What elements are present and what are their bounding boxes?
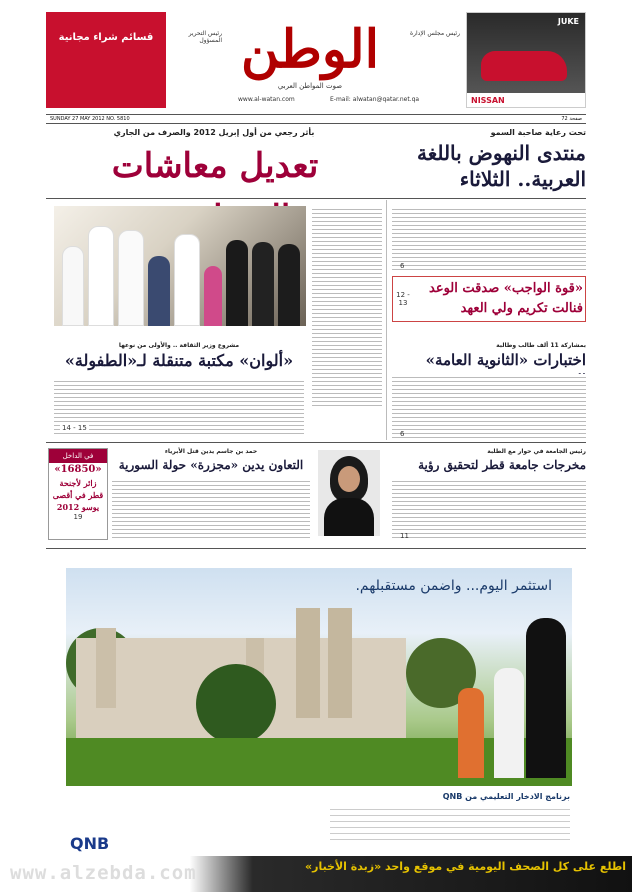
footer-site[interactable]: www.alzebda.com — [10, 862, 197, 884]
inside-box-line1: «16850» — [54, 464, 102, 475]
email-text[interactable]: E-mail: alwatan@qatar.net.qa — [330, 96, 420, 103]
lead-photo — [54, 206, 306, 326]
colors-pages: 14 - 15 — [62, 424, 87, 432]
exams-body-text — [392, 374, 586, 438]
promo-pages: 12 - 13 — [396, 291, 410, 307]
lead-body-text — [312, 206, 382, 406]
exams-page: 6 — [400, 430, 405, 438]
ad-right-brand: NISSAN — [471, 96, 505, 105]
syria-kicker: حمد بن جاسم يدين قتل الأبرياء — [164, 448, 258, 455]
newspaper-slogan: صوت المواطن العربي — [277, 82, 343, 90]
qnb-ad-text — [330, 804, 570, 844]
forum-headline[interactable]: منتدى النهوض باللغة العربية.. الثلاثاء — [416, 141, 586, 191]
footer-text: اطلع على كل الصحف اليومية في موقع واحد «زبدة الأخبار» — [305, 860, 626, 873]
portrait-photo — [318, 450, 380, 536]
top-right-ad[interactable] — [466, 12, 586, 108]
syria-body-text — [112, 478, 310, 540]
inside-box-page: 19 — [73, 513, 83, 521]
colors-kicker: مشروع وزير الثقافة .. والأولى من نوعها — [118, 342, 240, 349]
newspaper-logo: الوطن — [240, 19, 380, 80]
lead-headline[interactable]: تعديل معاشات — [111, 146, 319, 186]
website-text[interactable]: www.al-watan.com — [238, 96, 295, 103]
ad-right-model: JUKE — [557, 17, 579, 26]
inside-box-line2: زائر لأجنحة — [59, 478, 97, 488]
dateline — [46, 114, 586, 124]
colors-body-text — [54, 378, 304, 436]
dateline-english: SUNDAY 27 MAY 2012 NO. 5810 — [50, 116, 130, 122]
exams-headline[interactable]: اختبارات «الثانوية العامة» — [425, 351, 586, 369]
inside-box[interactable] — [48, 448, 108, 540]
colors-headline[interactable]: «ألوان» مكتبة متنقلة لـ«الطفولة» — [64, 351, 294, 370]
chairman-credit: رئيس مجلس الإدارة — [409, 30, 460, 37]
forum-body-text — [392, 206, 586, 270]
qnb-ad-slogan: استثمر اليوم... واضمن مستقبلهم. — [355, 578, 552, 594]
inside-box-line3: قطر في أقصى — [52, 490, 104, 500]
inside-box-header: في الداخل — [49, 449, 107, 463]
qnb-logo[interactable]: QNB — [70, 834, 110, 853]
forum-kicker: تحت رعاية صاحبة السمو — [490, 128, 586, 137]
editor-credit: رئيس التحرير المسؤول — [188, 30, 222, 44]
dateline-pages: 72 صفحة — [561, 116, 582, 122]
forum-page: 6 — [400, 262, 405, 270]
grads-body-text — [392, 478, 586, 540]
syria-headline[interactable]: التعاون يدين «مجزرة» حولة السورية — [118, 458, 304, 472]
top-left-ad[interactable] — [46, 12, 166, 108]
qnb-ad-image[interactable] — [66, 568, 572, 786]
lead-kicker: بأثر رجعي من أول إبريل 2012 والصرف من الجاري — [113, 128, 315, 137]
ad-left-title: قسائم شراء مجانية — [58, 32, 154, 43]
grads-page: 11 — [400, 532, 409, 540]
exams-kicker: بمشاركة 11 ألف طالب وطالبة — [496, 342, 586, 349]
promo-box[interactable] — [392, 276, 586, 322]
masthead — [220, 18, 400, 90]
promo-headline: «قوة الواجب» صدقت الوعد فنالت تكريم ولي العهد — [429, 281, 583, 316]
grads-kicker: رئيس الجامعة في حوار مع الطلبة — [487, 448, 586, 455]
qnb-program-title: برنامج الادخار التعليمي من QNB — [442, 792, 570, 801]
grads-headline[interactable]: مخرجات جامعة قطر لتحقيق رؤية — [418, 458, 586, 472]
inside-box-line4: يوسو 2012 — [56, 502, 100, 512]
car-image — [467, 13, 585, 93]
